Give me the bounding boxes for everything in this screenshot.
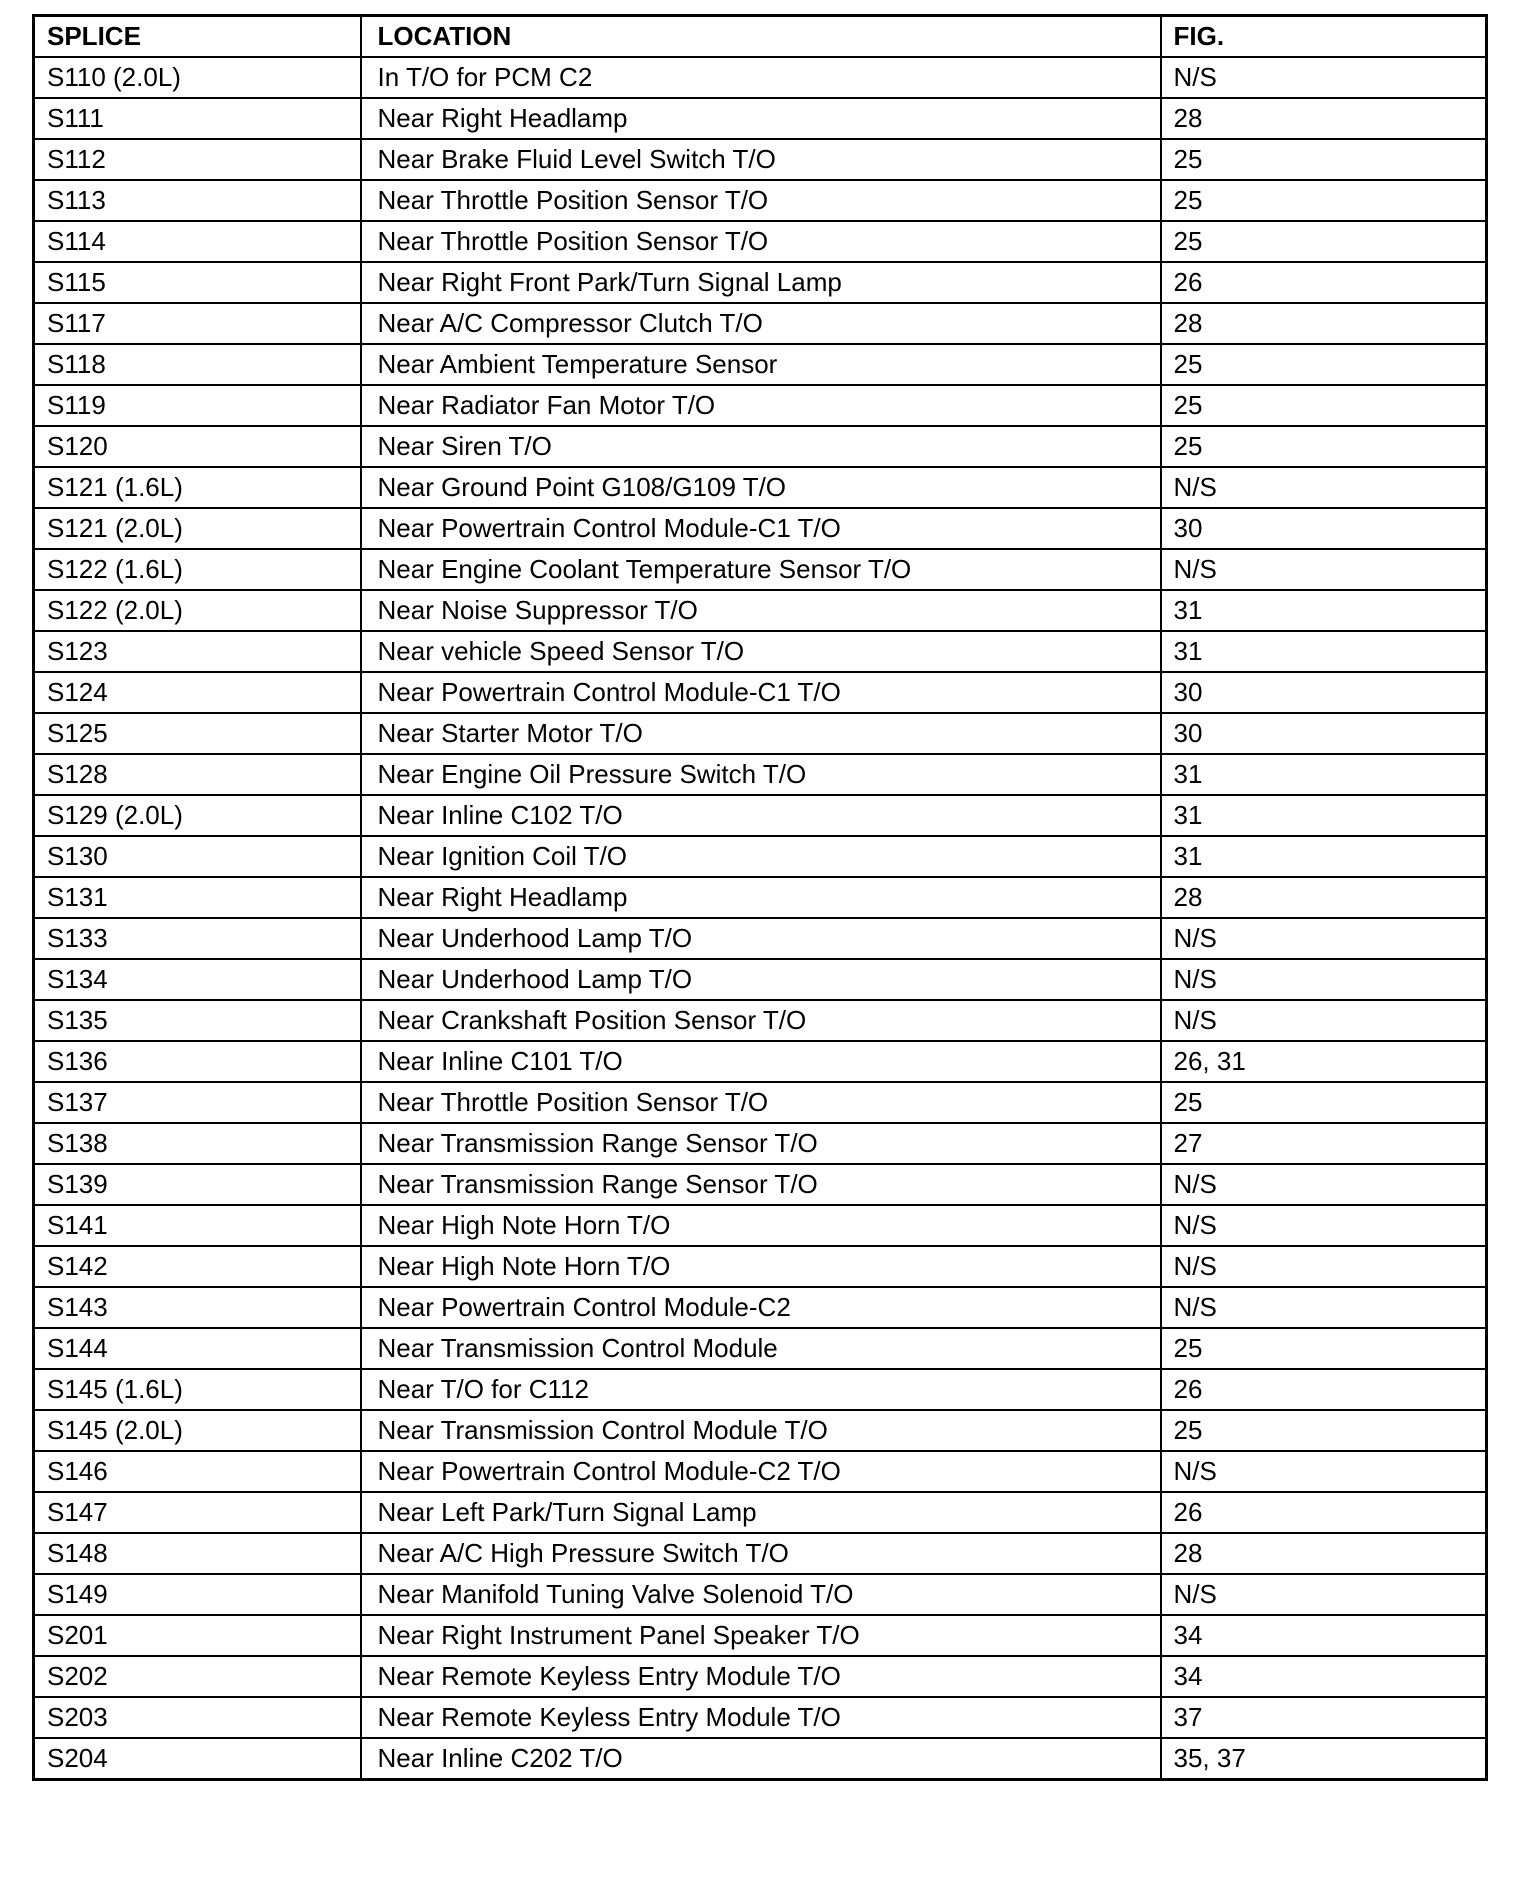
location-cell: Near Inline C101 T/O (361, 1041, 1161, 1082)
table-row (34, 959, 1487, 1000)
table-row (34, 1205, 1487, 1246)
fig-cell: 25 (1161, 1328, 1487, 1369)
table-row (34, 385, 1487, 426)
splice-cell: S110 (2.0L) (34, 57, 361, 98)
fig-cell: 31 (1161, 836, 1487, 877)
fig-cell: 31 (1161, 754, 1487, 795)
table-row (34, 1246, 1487, 1287)
splice-cell: S145 (2.0L) (34, 1410, 361, 1451)
location-cell: Near Throttle Position Sensor T/O (361, 221, 1161, 262)
fig-cell: 34 (1161, 1615, 1487, 1656)
table-row (34, 344, 1487, 385)
table-row (34, 1574, 1487, 1615)
fig-cell: 34 (1161, 1656, 1487, 1697)
fig-cell: 37 (1161, 1697, 1487, 1738)
table-row (34, 1164, 1487, 1205)
splice-cell: S136 (34, 1041, 361, 1082)
fig-cell: N/S (1161, 549, 1487, 590)
splice-cell: S125 (34, 713, 361, 754)
splice-cell: S149 (34, 1574, 361, 1615)
splice-cell: S138 (34, 1123, 361, 1164)
header-location: LOCATION (361, 16, 1161, 58)
table-row (34, 713, 1487, 754)
table-row (34, 180, 1487, 221)
location-cell: Near High Note Horn T/O (361, 1205, 1161, 1246)
table-row (34, 1738, 1487, 1780)
fig-cell: 26, 31 (1161, 1041, 1487, 1082)
location-cell: Near Manifold Tuning Valve Solenoid T/O (361, 1574, 1161, 1615)
table-row (34, 1492, 1487, 1533)
fig-cell: N/S (1161, 1574, 1487, 1615)
splice-cell: S141 (34, 1205, 361, 1246)
location-cell: Near Underhood Lamp T/O (361, 918, 1161, 959)
fig-cell: 25 (1161, 385, 1487, 426)
location-cell: Near Noise Suppressor T/O (361, 590, 1161, 631)
splice-location-table (32, 14, 1488, 1781)
location-cell: In T/O for PCM C2 (361, 57, 1161, 98)
splice-cell: S121 (1.6L) (34, 467, 361, 508)
table-header-row (34, 16, 1487, 58)
header-splice: SPLICE (34, 16, 361, 58)
fig-cell: 25 (1161, 1082, 1487, 1123)
location-cell: Near Right Headlamp (361, 877, 1161, 918)
location-cell: Near Radiator Fan Motor T/O (361, 385, 1161, 426)
location-cell: Near Right Instrument Panel Speaker T/O (361, 1615, 1161, 1656)
splice-cell: S130 (34, 836, 361, 877)
fig-cell: 30 (1161, 672, 1487, 713)
splice-cell: S112 (34, 139, 361, 180)
table-row (34, 631, 1487, 672)
fig-cell: N/S (1161, 1451, 1487, 1492)
location-cell: Near T/O for C112 (361, 1369, 1161, 1410)
table-row (34, 98, 1487, 139)
location-cell: Near Remote Keyless Entry Module T/O (361, 1697, 1161, 1738)
fig-cell: 30 (1161, 508, 1487, 549)
fig-cell: 28 (1161, 877, 1487, 918)
table-row (34, 1041, 1487, 1082)
splice-cell: S131 (34, 877, 361, 918)
location-cell: Near Underhood Lamp T/O (361, 959, 1161, 1000)
fig-cell: 28 (1161, 1533, 1487, 1574)
table-row (34, 139, 1487, 180)
table-row (34, 549, 1487, 590)
location-cell: Near Transmission Range Sensor T/O (361, 1123, 1161, 1164)
table-row (34, 1287, 1487, 1328)
table-row (34, 1533, 1487, 1574)
table-row (34, 508, 1487, 549)
table-row (34, 1123, 1487, 1164)
location-cell: Near Powertrain Control Module-C1 T/O (361, 672, 1161, 713)
splice-cell: S148 (34, 1533, 361, 1574)
table-row (34, 426, 1487, 467)
location-cell: Near Powertrain Control Module-C2 T/O (361, 1451, 1161, 1492)
table-row (34, 918, 1487, 959)
location-cell: Near Ambient Temperature Sensor (361, 344, 1161, 385)
splice-cell: S143 (34, 1287, 361, 1328)
splice-cell: S204 (34, 1738, 361, 1780)
location-cell: Near Right Headlamp (361, 98, 1161, 139)
splice-cell: S117 (34, 303, 361, 344)
location-cell: Near Engine Oil Pressure Switch T/O (361, 754, 1161, 795)
table-row (34, 590, 1487, 631)
location-cell: Near Powertrain Control Module-C2 (361, 1287, 1161, 1328)
location-cell: Near Crankshaft Position Sensor T/O (361, 1000, 1161, 1041)
fig-cell: 25 (1161, 180, 1487, 221)
table-row (34, 1410, 1487, 1451)
splice-cell: S142 (34, 1246, 361, 1287)
fig-cell: 25 (1161, 344, 1487, 385)
location-cell: Near Transmission Control Module T/O (361, 1410, 1161, 1451)
splice-cell: S122 (1.6L) (34, 549, 361, 590)
table-row (34, 672, 1487, 713)
table-body (34, 57, 1487, 1780)
splice-cell: S111 (34, 98, 361, 139)
splice-cell: S133 (34, 918, 361, 959)
location-cell: Near Engine Coolant Temperature Sensor T/O (361, 549, 1161, 590)
table-row (34, 1369, 1487, 1410)
table-row (34, 1656, 1487, 1697)
table-row (34, 877, 1487, 918)
splice-cell: S121 (2.0L) (34, 508, 361, 549)
fig-cell: 28 (1161, 98, 1487, 139)
fig-cell: 25 (1161, 1410, 1487, 1451)
fig-cell: 30 (1161, 713, 1487, 754)
location-cell: Near Throttle Position Sensor T/O (361, 1082, 1161, 1123)
fig-cell: 31 (1161, 795, 1487, 836)
splice-cell: S114 (34, 221, 361, 262)
location-cell: Near Right Front Park/Turn Signal Lamp (361, 262, 1161, 303)
table-row (34, 57, 1487, 98)
location-cell: Near Siren T/O (361, 426, 1161, 467)
table-row (34, 1328, 1487, 1369)
table-row (34, 303, 1487, 344)
splice-cell: S201 (34, 1615, 361, 1656)
location-cell: Near Powertrain Control Module-C1 T/O (361, 508, 1161, 549)
fig-cell: 25 (1161, 221, 1487, 262)
fig-cell: 25 (1161, 426, 1487, 467)
splice-cell: S203 (34, 1697, 361, 1738)
splice-cell: S123 (34, 631, 361, 672)
location-cell: Near Ground Point G108/G109 T/O (361, 467, 1161, 508)
splice-cell: S146 (34, 1451, 361, 1492)
location-cell: Near Inline C102 T/O (361, 795, 1161, 836)
fig-cell: N/S (1161, 959, 1487, 1000)
table-row (34, 1000, 1487, 1041)
splice-cell: S147 (34, 1492, 361, 1533)
splice-cell: S144 (34, 1328, 361, 1369)
fig-cell: N/S (1161, 1000, 1487, 1041)
location-cell: Near High Note Horn T/O (361, 1246, 1161, 1287)
location-cell: Near vehicle Speed Sensor T/O (361, 631, 1161, 672)
location-cell: Near A/C High Pressure Switch T/O (361, 1533, 1161, 1574)
splice-cell: S118 (34, 344, 361, 385)
splice-cell: S124 (34, 672, 361, 713)
fig-cell: N/S (1161, 1246, 1487, 1287)
fig-cell: N/S (1161, 467, 1487, 508)
location-cell: Near Starter Motor T/O (361, 713, 1161, 754)
fig-cell: 26 (1161, 262, 1487, 303)
fig-cell: 35, 37 (1161, 1738, 1487, 1780)
fig-cell: 25 (1161, 139, 1487, 180)
splice-cell: S137 (34, 1082, 361, 1123)
splice-cell: S135 (34, 1000, 361, 1041)
table-row (34, 1082, 1487, 1123)
splice-cell: S120 (34, 426, 361, 467)
table-row (34, 1697, 1487, 1738)
location-cell: Near Transmission Range Sensor T/O (361, 1164, 1161, 1205)
location-cell: Near Brake Fluid Level Switch T/O (361, 139, 1161, 180)
table-row (34, 1615, 1487, 1656)
splice-cell: S113 (34, 180, 361, 221)
fig-cell: 31 (1161, 590, 1487, 631)
location-cell: Near Inline C202 T/O (361, 1738, 1161, 1780)
fig-cell: 26 (1161, 1369, 1487, 1410)
splice-cell: S145 (1.6L) (34, 1369, 361, 1410)
table-row (34, 467, 1487, 508)
location-cell: Near Remote Keyless Entry Module T/O (361, 1656, 1161, 1697)
location-cell: Near Throttle Position Sensor T/O (361, 180, 1161, 221)
table-row (34, 262, 1487, 303)
fig-cell: 26 (1161, 1492, 1487, 1533)
fig-cell: 31 (1161, 631, 1487, 672)
splice-cell: S139 (34, 1164, 361, 1205)
table-row (34, 754, 1487, 795)
fig-cell: N/S (1161, 1205, 1487, 1246)
location-cell: Near Transmission Control Module (361, 1328, 1161, 1369)
splice-cell: S119 (34, 385, 361, 426)
fig-cell: N/S (1161, 1164, 1487, 1205)
splice-cell: S128 (34, 754, 361, 795)
splice-cell: S202 (34, 1656, 361, 1697)
splice-cell: S122 (2.0L) (34, 590, 361, 631)
fig-cell: N/S (1161, 1287, 1487, 1328)
location-cell: Near Left Park/Turn Signal Lamp (361, 1492, 1161, 1533)
table-row (34, 1451, 1487, 1492)
fig-cell: N/S (1161, 57, 1487, 98)
splice-cell: S134 (34, 959, 361, 1000)
splice-cell: S129 (2.0L) (34, 795, 361, 836)
fig-cell: 27 (1161, 1123, 1487, 1164)
table-row (34, 795, 1487, 836)
header-fig: FIG. (1161, 16, 1487, 58)
location-cell: Near Ignition Coil T/O (361, 836, 1161, 877)
fig-cell: 28 (1161, 303, 1487, 344)
location-cell: Near A/C Compressor Clutch T/O (361, 303, 1161, 344)
splice-cell: S115 (34, 262, 361, 303)
table-row (34, 221, 1487, 262)
table-row (34, 836, 1487, 877)
fig-cell: N/S (1161, 918, 1487, 959)
